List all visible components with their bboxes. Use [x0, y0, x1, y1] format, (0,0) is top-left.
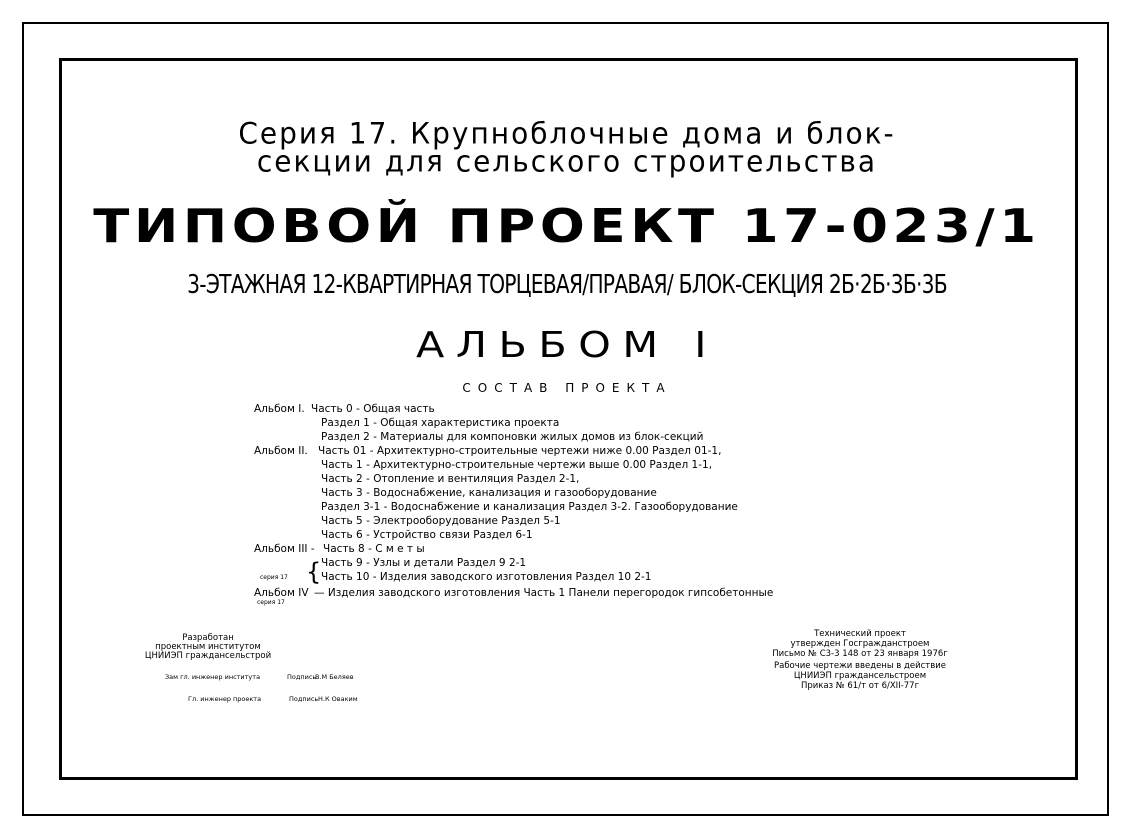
series-title-line-2: секции для сельского строительства [256, 144, 878, 179]
seria-label: серия 17 [257, 599, 285, 606]
developer-line-2: проектным институтом [155, 642, 261, 652]
contents-item: Часть 5 - Электрооборудование Раздел 5-1 [321, 515, 561, 527]
contents-prefix: Альбом III - [254, 543, 315, 555]
contents-item: Часть 3 - Водоснабжение, канализация и газооборудование [321, 487, 657, 499]
developer-line-3: ЦНИИЭП граждансельстрой [144, 651, 272, 661]
approval-line-3: Письмо № С3-3 148 от 23 января 1976г [772, 649, 948, 659]
approval-line-5: ЦНИИЭП граждансельстроем [793, 671, 927, 681]
contents-item: Часть 1 - Архитектурно-строительные чертежи выше 0.00 Раздел 1-1, [321, 459, 713, 471]
signature-label: Подпись [289, 695, 319, 703]
contents-item: Часть 2 - Отопление и вентиляция Раздел 2-1, [321, 473, 580, 485]
developer-line-1: Разработан [182, 633, 234, 643]
signature-name: Н.К Оваким [318, 695, 358, 703]
contents-item: Часть 10 - Изделия заводского изготовления Раздел 10 2-1 [321, 571, 652, 583]
series-title-line-1: Серия 17. Крупноблочные дома и блок- [238, 116, 896, 151]
contents-prefix: Альбом II. [254, 445, 308, 457]
contents-item: Часть 01 - Архитектурно-строительные чертежи ниже 0.00 Раздел 01-1, [318, 445, 722, 457]
contents-item: — Изделия заводского изготовления Часть 1 Панели перегородок гипсобетонные [314, 587, 774, 599]
contents-item: Часть 6 - Устройство связи Раздел 6-1 [321, 529, 533, 541]
seria-label: серия 17 [260, 574, 288, 581]
album-title: АЛЬБОМ I [416, 325, 718, 366]
project-subtitle: 3-ЭТАЖНАЯ 12-КВАРТИРНАЯ ТОРЦЕВАЯ/ПРАВАЯ/ БЛОК-СЕКЦИЯ 2Б·2Б·3Б·3Б [187, 270, 947, 300]
approval-line-4: Рабочие чертежи введены в действие [773, 661, 947, 671]
contents-prefix: Альбом I. [254, 403, 305, 415]
contents-heading: СОСТАВ ПРОЕКТА [462, 381, 672, 395]
contents-item: Раздел 1 - Общая характеристика проекта [321, 417, 560, 429]
approval-line-1: Технический проект [814, 629, 906, 639]
brace-symbol: { [306, 558, 322, 586]
signature-label: Подпись [287, 673, 317, 681]
contents-item: Раздел 2 - Материалы для компоновки жилых домов из блок-секций [321, 431, 704, 443]
approval-line-2: утвержден Госгражданстроем [790, 639, 930, 649]
contents-item: Раздел 3-1 - Водоснабжение и канализация Раздел 3-2. Газооборудование [321, 501, 738, 513]
contents-item: Часть 8 - С м е т ы [323, 543, 425, 555]
signature-name: В.М Беляев [315, 673, 354, 681]
contents-item: Часть 9 - Узлы и детали Раздел 9 2-1 [321, 557, 527, 569]
signature-role: Зам гл. инженер института [165, 673, 261, 681]
contents-prefix: Альбом IV [254, 587, 309, 599]
signature-role: Гл. инженер проекта [188, 695, 262, 703]
approval-line-6: Приказ № 61/т от 6/XII-77г [800, 681, 920, 691]
project-title: ТИПОВОЙ ПРОЕКТ 17-023/1 [93, 199, 1041, 253]
contents-item: Часть 0 - Общая часть [311, 403, 435, 415]
